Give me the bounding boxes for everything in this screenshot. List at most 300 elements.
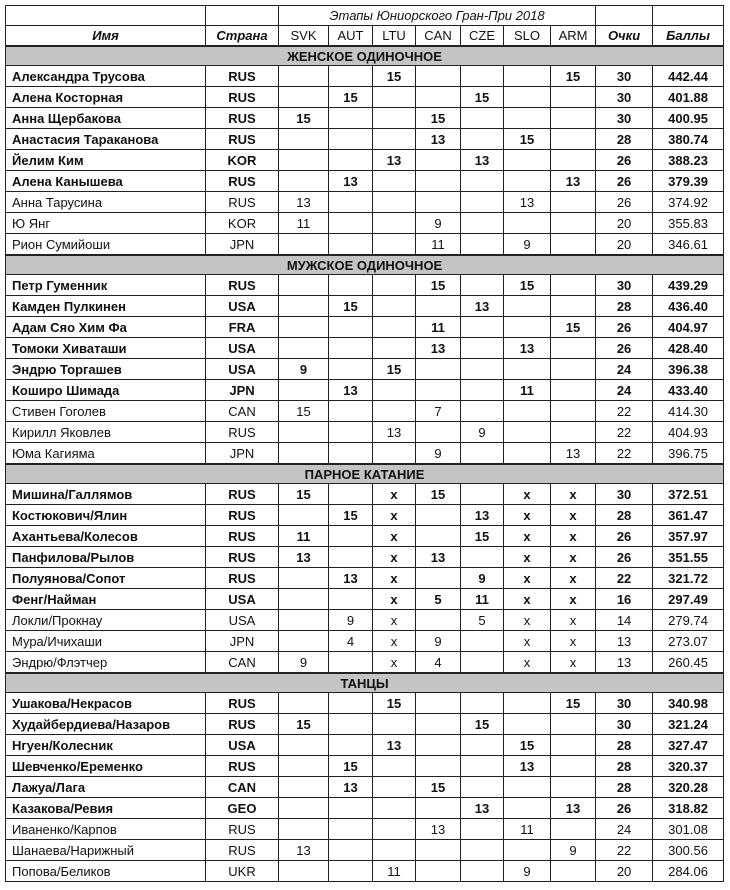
stage-points-cell: [329, 66, 373, 87]
stage-points-cell: 13: [416, 819, 461, 840]
stage-points-cell: [279, 861, 329, 882]
total-points: 28: [596, 777, 653, 798]
stage-points-cell: [373, 819, 416, 840]
stage-points-cell: 15: [504, 129, 551, 150]
table-row: [6, 798, 724, 819]
stage-points-cell: 5: [416, 589, 461, 610]
total-points: 26: [596, 171, 653, 192]
table-row: [6, 735, 724, 756]
stage-points-cell: 11: [416, 317, 461, 338]
stage-points-cell: [373, 296, 416, 317]
stage-points-cell: 9: [504, 861, 551, 882]
table-row: [6, 505, 724, 526]
table-row: [6, 317, 724, 338]
stage-points-cell: [504, 296, 551, 317]
stage-points-cell: [461, 359, 504, 380]
athlete-name: Попова/Беликов: [6, 861, 206, 882]
stage-points-cell: [329, 652, 373, 674]
stage-points-cell: [461, 777, 504, 798]
stage-points-cell: 15: [279, 484, 329, 505]
country-code: RUS: [206, 108, 279, 129]
country-code: UKR: [206, 861, 279, 882]
stage-points-cell: [504, 108, 551, 129]
stage-points-cell: [461, 631, 504, 652]
stage-points-cell: [416, 171, 461, 192]
total-score: 388.23: [653, 150, 724, 171]
stage-points-cell: 13: [504, 192, 551, 213]
stage-points-cell: 15: [551, 317, 596, 338]
athlete-name: Мишина/Галлямов: [6, 484, 206, 505]
total-score: 372.51: [653, 484, 724, 505]
athlete-name: Камден Пулкинен: [6, 296, 206, 317]
stage-points-cell: [329, 275, 373, 296]
col-stage-header: LTU: [373, 26, 416, 47]
table-row: [6, 401, 724, 422]
header-row-2: [6, 26, 724, 47]
athlete-name: Ю Янг: [6, 213, 206, 234]
stage-points-cell: x: [373, 610, 416, 631]
stage-points-cell: [373, 275, 416, 296]
stage-points-cell: 13: [504, 338, 551, 359]
stage-points-cell: 13: [551, 443, 596, 465]
country-code: RUS: [206, 66, 279, 87]
country-code: KOR: [206, 213, 279, 234]
stage-points-cell: x: [504, 568, 551, 589]
stage-points-cell: [504, 443, 551, 465]
total-score: 374.92: [653, 192, 724, 213]
stage-points-cell: [279, 338, 329, 359]
athlete-name: Эндрю Торгашев: [6, 359, 206, 380]
stage-points-cell: 15: [504, 735, 551, 756]
stage-points-cell: 9: [461, 568, 504, 589]
stage-points-cell: [504, 714, 551, 735]
stage-points-cell: x: [504, 589, 551, 610]
total-score: 318.82: [653, 798, 724, 819]
country-code: JPN: [206, 443, 279, 465]
stage-points-cell: [279, 87, 329, 108]
stage-points-cell: 5: [461, 610, 504, 631]
total-points: 20: [596, 213, 653, 234]
total-points: 13: [596, 631, 653, 652]
stage-points-cell: [551, 234, 596, 256]
country-code: USA: [206, 610, 279, 631]
stage-points-cell: [329, 798, 373, 819]
stage-points-cell: [461, 234, 504, 256]
table-row: [6, 380, 724, 401]
stage-points-cell: 15: [504, 275, 551, 296]
stage-points-cell: [329, 213, 373, 234]
stage-points-cell: [461, 338, 504, 359]
stage-points-cell: 13: [416, 338, 461, 359]
stage-points-cell: [279, 150, 329, 171]
stages-title: Этапы Юниорского Гран-При 2018: [279, 6, 596, 26]
athlete-name: Худайбердиева/Назаров: [6, 714, 206, 735]
total-score: 400.95: [653, 108, 724, 129]
header-blank: [596, 6, 653, 26]
stage-points-cell: [329, 234, 373, 256]
country-code: RUS: [206, 840, 279, 861]
stage-points-cell: [329, 192, 373, 213]
country-code: RUS: [206, 756, 279, 777]
stage-points-cell: [551, 87, 596, 108]
country-code: USA: [206, 296, 279, 317]
stage-points-cell: [551, 108, 596, 129]
col-stage-header: SVK: [279, 26, 329, 47]
country-code: RUS: [206, 275, 279, 296]
stage-points-cell: [279, 380, 329, 401]
table-row: [6, 359, 724, 380]
stage-points-cell: 13: [416, 129, 461, 150]
stage-points-cell: [279, 275, 329, 296]
country-code: RUS: [206, 192, 279, 213]
stage-points-cell: 9: [461, 422, 504, 443]
stage-points-cell: [329, 693, 373, 714]
stage-points-cell: 13: [329, 568, 373, 589]
table-row: [6, 840, 724, 861]
total-points: 14: [596, 610, 653, 631]
stage-points-cell: 15: [551, 66, 596, 87]
stage-points-cell: x: [373, 547, 416, 568]
stage-points-cell: 11: [373, 861, 416, 882]
table-row: [6, 819, 724, 840]
stage-points-cell: [279, 631, 329, 652]
stage-points-cell: [329, 317, 373, 338]
stage-points-cell: [461, 171, 504, 192]
country-code: RUS: [206, 526, 279, 547]
athlete-name: Алена Канышева: [6, 171, 206, 192]
stage-points-cell: [416, 693, 461, 714]
total-score: 355.83: [653, 213, 724, 234]
stage-points-cell: 13: [504, 756, 551, 777]
athlete-name: Алена Косторная: [6, 87, 206, 108]
table-row: [6, 213, 724, 234]
stage-points-cell: [461, 66, 504, 87]
stage-points-cell: 11: [416, 234, 461, 256]
total-points: 28: [596, 735, 653, 756]
stage-points-cell: 13: [329, 171, 373, 192]
stage-points-cell: [416, 610, 461, 631]
stage-points-cell: 9: [551, 840, 596, 861]
stage-points-cell: [551, 338, 596, 359]
stage-points-cell: [551, 192, 596, 213]
stage-points-cell: [551, 777, 596, 798]
stage-points-cell: 15: [416, 484, 461, 505]
stage-points-cell: [461, 213, 504, 234]
table-row: [6, 338, 724, 359]
stage-points-cell: [551, 422, 596, 443]
athlete-name: Нгуен/Колесник: [6, 735, 206, 756]
stage-points-cell: [551, 714, 596, 735]
stage-points-cell: [551, 275, 596, 296]
total-score: 351.55: [653, 547, 724, 568]
stage-points-cell: 9: [416, 443, 461, 465]
stage-points-cell: [416, 66, 461, 87]
stage-points-cell: [329, 484, 373, 505]
athlete-name: Кирилл Яковлев: [6, 422, 206, 443]
stage-points-cell: [329, 735, 373, 756]
athlete-name: Эндрю/Флэтчер: [6, 652, 206, 674]
stage-points-cell: [373, 234, 416, 256]
header-row-1: [6, 6, 724, 26]
athlete-name: Локли/Прокнау: [6, 610, 206, 631]
stage-points-cell: [416, 192, 461, 213]
total-points: 26: [596, 526, 653, 547]
athlete-name: Панфилова/Рылов: [6, 547, 206, 568]
stage-points-cell: [504, 401, 551, 422]
stage-points-cell: x: [551, 652, 596, 674]
stage-points-cell: [279, 735, 329, 756]
total-score: 346.61: [653, 234, 724, 256]
stage-points-cell: 9: [279, 359, 329, 380]
country-code: RUS: [206, 714, 279, 735]
stage-points-cell: [329, 526, 373, 547]
total-score: 361.47: [653, 505, 724, 526]
stage-points-cell: [461, 129, 504, 150]
stage-points-cell: [461, 861, 504, 882]
stage-points-cell: [373, 338, 416, 359]
total-score: 301.08: [653, 819, 724, 840]
stage-points-cell: 13: [373, 735, 416, 756]
stage-points-cell: x: [504, 631, 551, 652]
stage-points-cell: [279, 798, 329, 819]
stage-points-cell: [279, 777, 329, 798]
stage-points-cell: x: [504, 652, 551, 674]
stage-points-cell: 15: [416, 275, 461, 296]
total-score: 404.93: [653, 422, 724, 443]
country-code: CAN: [206, 652, 279, 674]
table-row: [6, 108, 724, 129]
table-row: [6, 443, 724, 465]
stage-points-cell: x: [551, 505, 596, 526]
athlete-name: Мура/Ичихаши: [6, 631, 206, 652]
athlete-name: Лажуа/Лага: [6, 777, 206, 798]
stage-points-cell: 13: [373, 150, 416, 171]
country-code: RUS: [206, 505, 279, 526]
stage-points-cell: 9: [416, 213, 461, 234]
stage-points-cell: x: [373, 568, 416, 589]
stage-points-cell: [329, 547, 373, 568]
country-code: JPN: [206, 631, 279, 652]
stage-points-cell: 15: [329, 505, 373, 526]
stage-points-cell: [279, 422, 329, 443]
stage-points-cell: [416, 422, 461, 443]
total-points: 26: [596, 150, 653, 171]
athlete-name: Полуянова/Сопот: [6, 568, 206, 589]
stage-points-cell: 15: [461, 526, 504, 547]
stage-points-cell: x: [551, 526, 596, 547]
col-name-header: Имя: [6, 26, 206, 47]
total-points: 22: [596, 401, 653, 422]
country-code: USA: [206, 359, 279, 380]
stage-points-cell: [461, 484, 504, 505]
table-row: [6, 777, 724, 798]
country-code: JPN: [206, 234, 279, 256]
stage-points-cell: [551, 213, 596, 234]
stage-points-cell: [329, 338, 373, 359]
total-points: 30: [596, 87, 653, 108]
stage-points-cell: [461, 192, 504, 213]
section-header-row: [6, 46, 724, 66]
athlete-name: Адам Сяо Хим Фа: [6, 317, 206, 338]
table-row: [6, 234, 724, 256]
stage-points-cell: x: [504, 610, 551, 631]
stage-points-cell: 13: [279, 192, 329, 213]
table-row: [6, 631, 724, 652]
stage-points-cell: 13: [329, 380, 373, 401]
stage-points-cell: x: [373, 505, 416, 526]
athlete-name: Ахантьева/Колесов: [6, 526, 206, 547]
total-points: 28: [596, 129, 653, 150]
stage-points-cell: x: [504, 484, 551, 505]
country-code: FRA: [206, 317, 279, 338]
col-stage-header: CZE: [461, 26, 504, 47]
stage-points-cell: [461, 735, 504, 756]
stage-points-cell: [504, 359, 551, 380]
total-points: 30: [596, 693, 653, 714]
total-score: 414.30: [653, 401, 724, 422]
stage-points-cell: 15: [279, 714, 329, 735]
total-score: 401.88: [653, 87, 724, 108]
stage-points-cell: [416, 798, 461, 819]
stage-points-cell: [373, 777, 416, 798]
stage-points-cell: [551, 735, 596, 756]
stage-points-cell: 11: [461, 589, 504, 610]
athlete-name: Фенг/Найман: [6, 589, 206, 610]
stage-points-cell: 13: [551, 798, 596, 819]
stage-points-cell: [461, 108, 504, 129]
stage-points-cell: [504, 171, 551, 192]
table-row: [6, 714, 724, 735]
stage-points-cell: 13: [461, 296, 504, 317]
total-points: 22: [596, 443, 653, 465]
country-code: USA: [206, 589, 279, 610]
table-row: [6, 652, 724, 674]
stage-points-cell: [551, 380, 596, 401]
total-score: 433.40: [653, 380, 724, 401]
table-row: [6, 296, 724, 317]
stage-points-cell: 11: [504, 380, 551, 401]
total-points: 26: [596, 547, 653, 568]
stage-points-cell: 13: [416, 547, 461, 568]
stage-points-cell: [329, 422, 373, 443]
table-row: [6, 547, 724, 568]
stage-points-cell: [329, 861, 373, 882]
stage-points-cell: [329, 129, 373, 150]
stage-points-cell: [373, 171, 416, 192]
stage-points-cell: 13: [373, 422, 416, 443]
stage-points-cell: 9: [279, 652, 329, 674]
stage-points-cell: [329, 150, 373, 171]
stage-points-cell: [279, 129, 329, 150]
table-row: [6, 422, 724, 443]
country-code: RUS: [206, 129, 279, 150]
total-score: 300.56: [653, 840, 724, 861]
stage-points-cell: [416, 87, 461, 108]
stage-points-cell: [279, 756, 329, 777]
total-score: 379.39: [653, 171, 724, 192]
total-score: 428.40: [653, 338, 724, 359]
stage-points-cell: x: [504, 526, 551, 547]
stage-points-cell: [373, 317, 416, 338]
stage-points-cell: [551, 150, 596, 171]
stage-points-cell: [461, 840, 504, 861]
stage-points-cell: [504, 840, 551, 861]
stage-points-cell: 15: [279, 401, 329, 422]
stage-points-cell: [279, 234, 329, 256]
stage-points-cell: [504, 213, 551, 234]
stage-points-cell: [279, 819, 329, 840]
stage-points-cell: 15: [329, 756, 373, 777]
total-score: 297.49: [653, 589, 724, 610]
stage-points-cell: [504, 87, 551, 108]
stage-points-cell: [551, 756, 596, 777]
stage-points-cell: [373, 756, 416, 777]
total-points: 30: [596, 108, 653, 129]
total-score: 439.29: [653, 275, 724, 296]
total-points: 26: [596, 192, 653, 213]
table-row: [6, 861, 724, 882]
stage-points-cell: x: [551, 547, 596, 568]
header-blank: [206, 6, 279, 26]
stage-points-cell: [551, 401, 596, 422]
table-row: [6, 275, 724, 296]
total-score: 320.37: [653, 756, 724, 777]
athlete-name: Стивен Гоголев: [6, 401, 206, 422]
table-row: [6, 150, 724, 171]
table-row: [6, 589, 724, 610]
col-stage-header: CAN: [416, 26, 461, 47]
total-score: 380.74: [653, 129, 724, 150]
stage-points-cell: [504, 317, 551, 338]
country-code: JPN: [206, 380, 279, 401]
total-points: 24: [596, 819, 653, 840]
stage-points-cell: [504, 693, 551, 714]
total-points: 28: [596, 756, 653, 777]
results-table: [5, 5, 724, 882]
total-points: 26: [596, 317, 653, 338]
stage-points-cell: [416, 714, 461, 735]
stage-points-cell: [416, 861, 461, 882]
stage-points-cell: 4: [329, 631, 373, 652]
stage-points-cell: [279, 693, 329, 714]
table-row: [6, 568, 724, 589]
stage-points-cell: x: [551, 610, 596, 631]
country-code: RUS: [206, 87, 279, 108]
stage-points-cell: [373, 714, 416, 735]
stage-points-cell: [373, 798, 416, 819]
stage-points-cell: 15: [416, 108, 461, 129]
total-points: 28: [596, 296, 653, 317]
stage-points-cell: [373, 213, 416, 234]
stage-points-cell: 13: [279, 840, 329, 861]
stage-points-cell: [329, 359, 373, 380]
stage-points-cell: [373, 401, 416, 422]
stage-points-cell: [416, 526, 461, 547]
athlete-name: Анна Щербакова: [6, 108, 206, 129]
table-row: [6, 484, 724, 505]
athlete-name: Костюкович/Ялин: [6, 505, 206, 526]
athlete-name: Томоки Хиваташи: [6, 338, 206, 359]
table-row: [6, 756, 724, 777]
stage-points-cell: x: [373, 526, 416, 547]
table-row: [6, 66, 724, 87]
section-header-row: [6, 255, 724, 275]
stage-points-cell: 15: [373, 693, 416, 714]
total-points: 13: [596, 652, 653, 674]
athlete-name: Иваненко/Карпов: [6, 819, 206, 840]
total-score: 442.44: [653, 66, 724, 87]
table-row: [6, 192, 724, 213]
